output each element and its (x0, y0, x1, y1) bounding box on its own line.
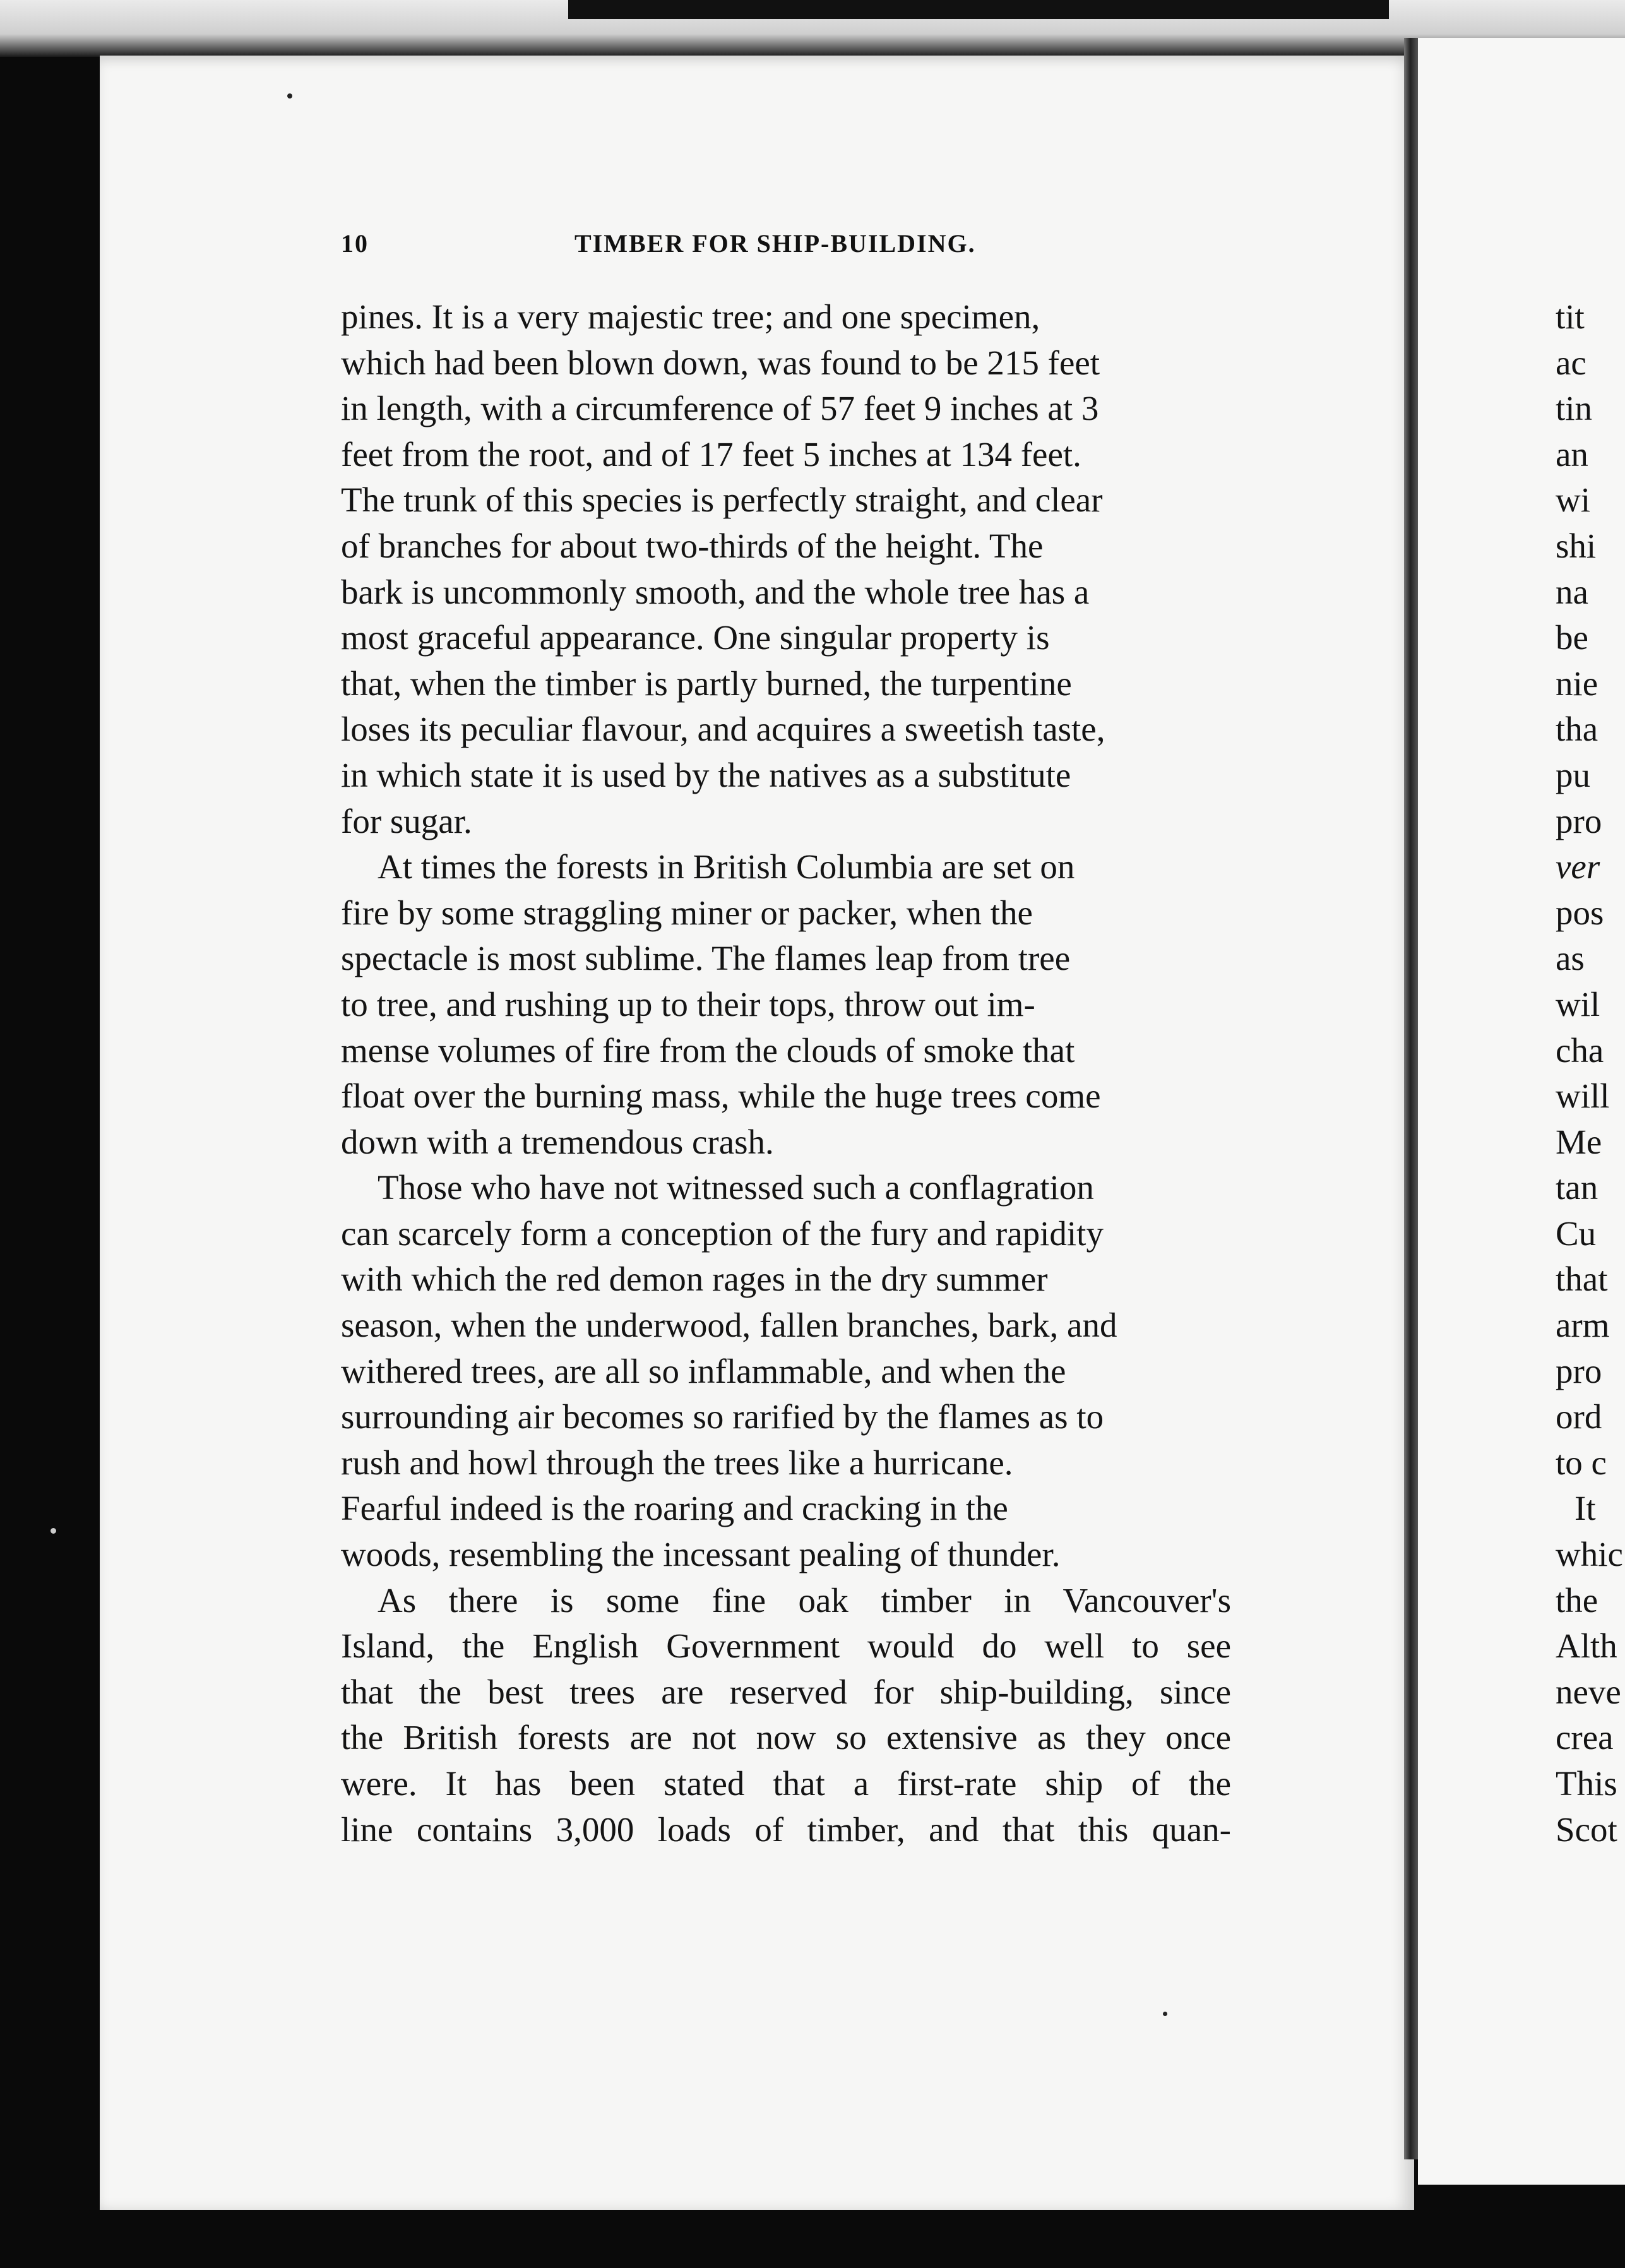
text-line: withered trees, are all so inflammable, and when the (341, 1351, 1066, 1390)
text-line: for sugar. (341, 801, 472, 840)
fragment-line: cha (1556, 1030, 1604, 1070)
fragment-line: This (1556, 1764, 1617, 1803)
text-line: season, when the underwood, fallen branches, bark, and (341, 1306, 1117, 1345)
text-line: to tree, and rushing up to their tops, throw out im- (341, 984, 1035, 1024)
running-head (341, 229, 1231, 268)
fragment-line: that (1556, 1260, 1608, 1299)
text-line: pines. It is a very majestic tree; and one specimen, (341, 297, 1040, 336)
body-text (341, 294, 1231, 1853)
text-line: At times the forests in British Columbia are set on (378, 847, 1075, 886)
fragment-line: pro (1556, 1351, 1602, 1390)
fragment-line: pu (1556, 755, 1590, 794)
text-line: line contains 3,000 loads of timber, and that this quan- (341, 1810, 1231, 1849)
text-line: mense volumes of fire from the clouds of smoke that (341, 1030, 1075, 1070)
text-line: loses its peculiar flavour, and acquires a sweetish taste, (341, 710, 1105, 749)
text-line: woods, resembling the incessant pealing of thunder. (341, 1535, 1061, 1574)
fragment-line: be (1556, 618, 1588, 657)
text-line: that, when the timber is partly burned, the turpentine (341, 664, 1072, 703)
fragment-line: arm (1556, 1306, 1610, 1345)
text-line: The trunk of this species is perfectly straight, and clear (341, 480, 1103, 520)
text-line: spectacle is most sublime. The flames leap from tree (341, 939, 1071, 978)
text-line: in length, with a circumference of 57 feet 9 inches at 3 (341, 389, 1099, 428)
fragment-line: wi (1556, 480, 1590, 520)
fragment-line: the (1556, 1580, 1598, 1620)
text-line: float over the burning mass, while the huge trees come (341, 1077, 1101, 1116)
book-gutter (1404, 38, 1418, 2159)
scan-speck (51, 1528, 56, 1534)
text-line: which had been blown down, was found to be 215 feet (341, 343, 1100, 382)
fragment-line: crea (1556, 1718, 1614, 1757)
text-line: feet from the root, and of 17 feet 5 inches at 134 feet. (341, 434, 1081, 474)
text-line: were. It has been stated that a first-rate ship of the (341, 1764, 1231, 1803)
fragment-line: Me (1556, 1122, 1602, 1161)
scan-top-edge (0, 0, 1625, 57)
page-number: 10 (341, 229, 369, 258)
fragment-line: tan (1556, 1168, 1598, 1207)
running-title: TIMBER FOR SHIP-BUILDING. (574, 229, 976, 258)
paragraph-2 (341, 844, 1231, 1165)
right-page-fragments (1556, 294, 1625, 1853)
fragment-line: pro (1556, 801, 1602, 840)
text-line: in which state it is used by the natives as a substitute (341, 755, 1071, 794)
text-line: of branches for about two-thirds of the height. The (341, 526, 1044, 565)
fragment-line: ord (1556, 1397, 1602, 1436)
text-line: Fearful indeed is the roaring and cracking in the (341, 1489, 1008, 1528)
text-line: surrounding air becomes so rarified by the flames as to (341, 1397, 1104, 1436)
fragment-line: pos (1556, 893, 1604, 932)
text-line: with which the red demon rages in the dry summer (341, 1260, 1048, 1299)
fragment-line: whic (1556, 1535, 1623, 1574)
fragment-line: shi (1556, 526, 1597, 565)
scan-speck (1163, 2012, 1167, 2016)
fragment-line: ac (1556, 343, 1586, 382)
fragment-line: Alth (1556, 1626, 1617, 1666)
text-line: Those who have not witnessed such a conflagration (378, 1168, 1094, 1207)
text-line: that the best trees are reserved for ship-building, since (341, 1672, 1231, 1711)
fragment-line: neve (1556, 1672, 1621, 1711)
paragraph-3 (341, 1165, 1231, 1577)
paragraph-1 (341, 294, 1231, 844)
text-line: fire by some straggling miner or packer, when the (341, 893, 1033, 932)
fragment-line: an (1556, 434, 1588, 474)
scan-speck (287, 93, 292, 98)
fragment-line: to c (1556, 1443, 1607, 1482)
fragment-line: tit (1556, 297, 1585, 336)
text-line: down with a tremendous crash. (341, 1122, 774, 1161)
fragment-line: na (1556, 572, 1588, 611)
fragment-line: as (1556, 939, 1585, 978)
fragment-line: Scot (1556, 1810, 1617, 1849)
text-line: most graceful appearance. One singular property is (341, 618, 1050, 657)
paragraph-4 (341, 1578, 1231, 1853)
text-line: can scarcely form a conception of the fury and rapidity (341, 1214, 1104, 1253)
fragment-line: nie (1556, 664, 1598, 703)
text-line: As there is some fine oak timber in Vancouver's (378, 1580, 1231, 1620)
fragment-line: wil (1556, 984, 1600, 1024)
fragment-line: Cu (1556, 1214, 1597, 1253)
text-line: Island, the English Government would do well to see (341, 1626, 1231, 1666)
fragment-line: ver (1556, 847, 1600, 886)
fragment-line: It (1574, 1489, 1596, 1528)
text-line: bark is uncommonly smooth, and the whole tree has a (341, 572, 1090, 611)
fragment-line: tin (1556, 389, 1593, 428)
text-line: rush and howl through the trees like a hurricane. (341, 1443, 1013, 1482)
text-line: the British forests are not now so extensive as they once (341, 1718, 1231, 1757)
fragment-line: will (1556, 1077, 1610, 1116)
fragment-line: tha (1556, 710, 1598, 749)
